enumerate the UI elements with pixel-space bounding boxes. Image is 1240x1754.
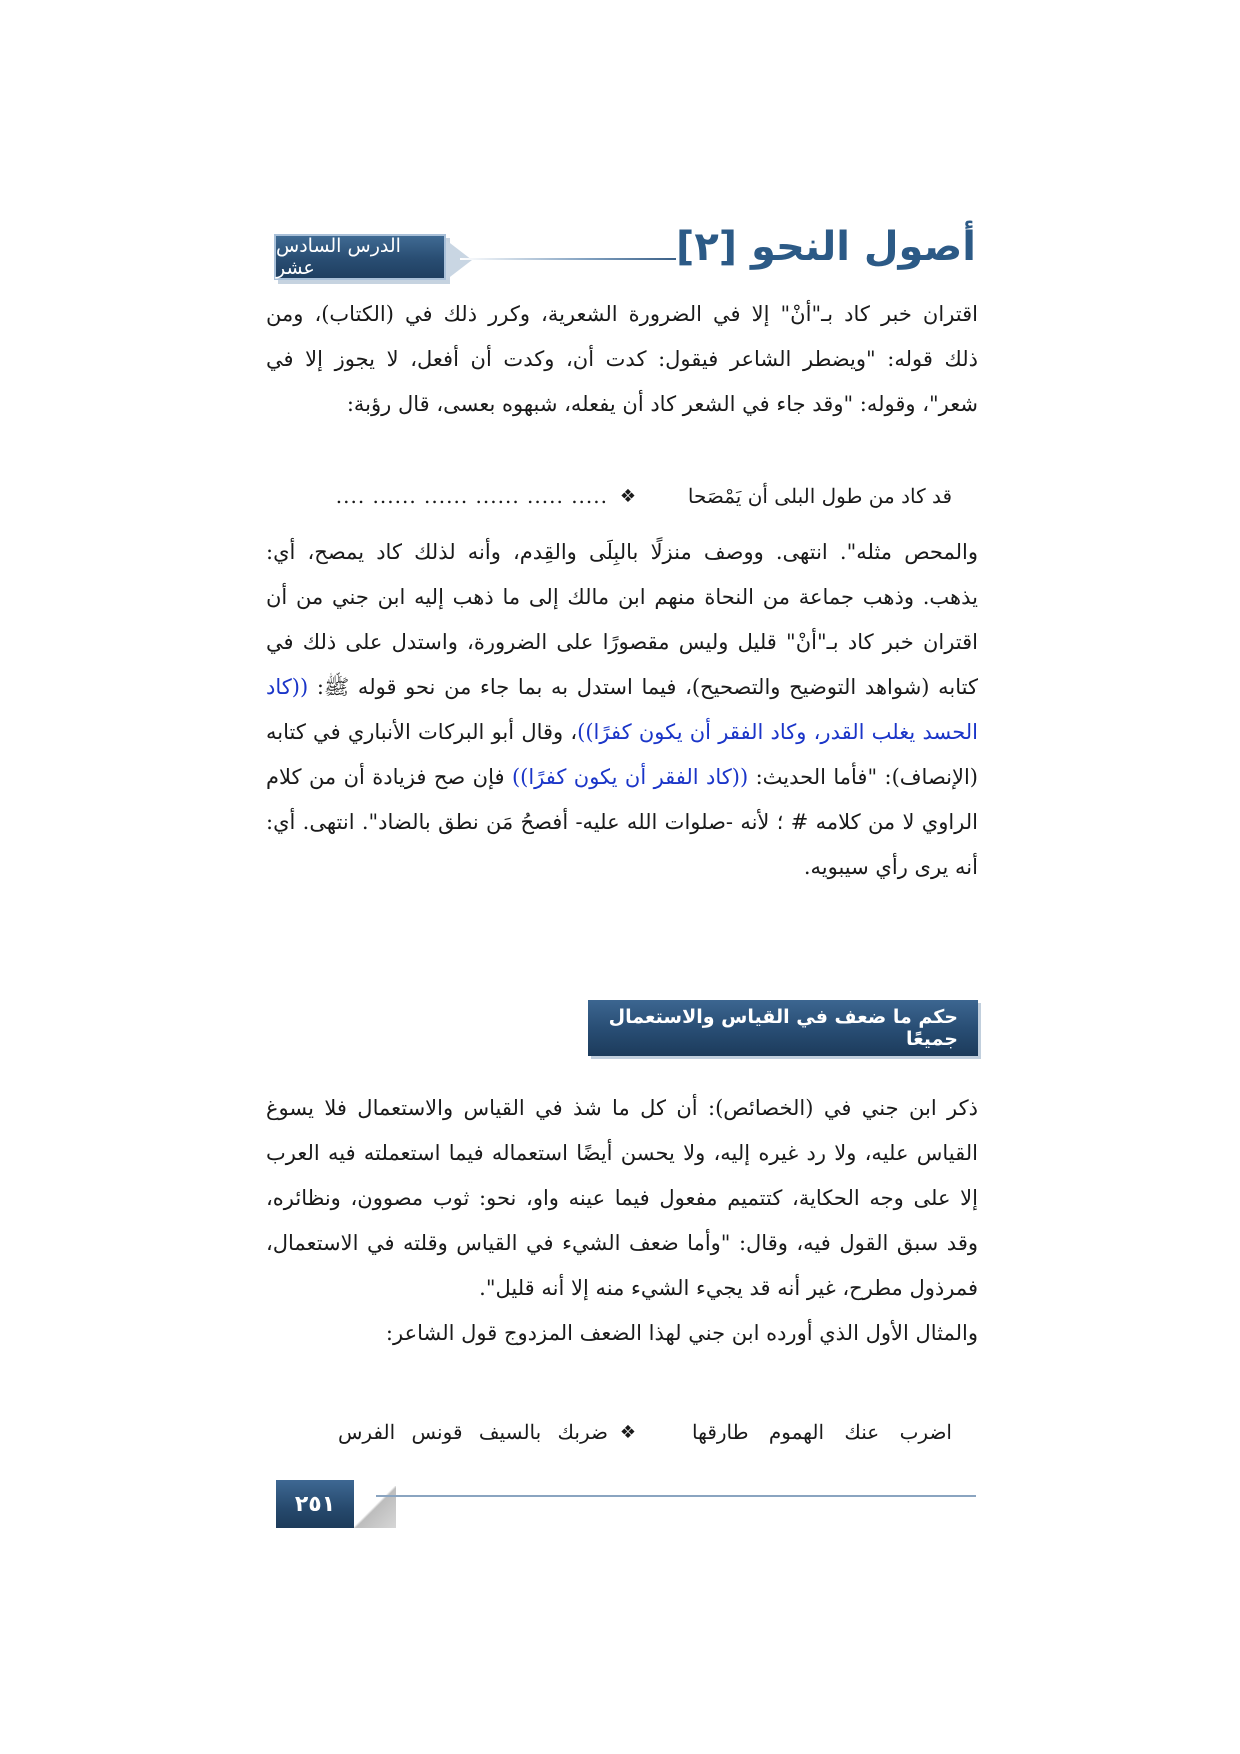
footer-divider-line	[376, 1495, 976, 1497]
page-header	[268, 224, 976, 284]
paragraph-2-text-a: والمحص مثله". انتهى. ووصف منزلًا بالبِلَى والقِدم، وأنه لذلك كاد يمصح، أي: يذهب. وذهب جماعة من النحاة منهم ابن مالك إلى ما ذهب إليه ابن جني من أن اقتران خبر كاد بـ"أنْ" قليل وليس مقصورًا على الضرورة، واستدل على ذلك في كتابه (شواهد التوضيح والتصحيح)، فيما استدل به بما جاء من نحو قوله ﷺ:	[266, 540, 978, 699]
paragraph-1-line-2: ذلك قوله: "ويضطر الشاعر فيقول: كدت أن، وكدت أن أفعل، لا يجوز إلا في	[266, 347, 978, 371]
verse-1-first-hemistich: قد كاد من طول البلى أن يَمْصَحا	[687, 484, 952, 508]
paragraph-3-body: ذكر ابن جني في (الخصائص): أن كل ما شذ في القياس والاستعمال فلا يسوغ القياس عليه، ولا رد غيره إليه، ولا يحسن أيضًا استعماله فيما استعملته فيه العرب إلا على وجه الحكاية، كتتميم مفعول فيما عينه واو، نحو: ثوب مصوون، ونظائره، وقد سبق القول فيه، وقال: "وأما ضعف الشيء في القياس وقلته في الاستعمال، فمرذول مطرح، غير أنه قد يجيء الشيء منه إلا أنه قليل".	[266, 1096, 978, 1300]
lesson-badge: الدرس السادس عشر	[274, 234, 446, 280]
footer-wedge-decoration	[354, 1486, 396, 1528]
paragraph-1-line-3: شعر"، وقوله: "وقد جاء في الشعر كاد أن يفعله، شبهوه بعسى، قال رؤبة:	[346, 392, 978, 416]
paragraph-2-text-c: فإن صح فزيادة أن من كلام الراوي لا من كلامه # ؛ لأنه -صلوات الله عليه- أفصحُ مَن نطق بالضاد". انتهى. أي: أنه يرى رأي سيبويه.	[266, 765, 978, 879]
paragraph-3-last-line: والمثال الأول الذي أورده ابن جني لهذا الضعف المزدوج قول الشاعر:	[385, 1321, 978, 1345]
hadith-quote-2: ((كاد الفقر أن يكون كفرًا))	[511, 765, 749, 789]
verse-2-separator-icon: ❖	[619, 1421, 637, 1443]
verse-2-second-hemistich: ضربك بالسيف قونس الفرس	[337, 1420, 608, 1444]
verse-1-separator-icon: ❖	[619, 485, 637, 507]
hadith-quote-1: ((كاد الحسد يغلب القدر، وكاد الفقر أن يكون كفرًا))	[266, 675, 978, 744]
verse-2-first-hemistich: اضرب عنك الهموم طارقها	[692, 1420, 952, 1444]
paragraph-1-line-1: اقتران خبر كاد بـ"أنْ" إلا في الضرورة الشعرية، وكرر ذلك في (الكتاب)، ومن	[266, 302, 978, 326]
paragraph-1	[266, 292, 978, 427]
paragraph-2	[266, 530, 978, 890]
paragraph-2-text-b: ، وقال أبو البركات الأنباري في كتابه (الإنصاف): "فأما الحديث:	[266, 720, 979, 789]
verse-2	[266, 1412, 978, 1452]
page-number: ٢٥١	[276, 1480, 354, 1528]
paragraph-2-body	[266, 530, 978, 890]
verse-1	[266, 476, 978, 516]
chapter-title: أصول النحو [٢]	[676, 224, 976, 270]
section-heading: حكم ما ضعف في القياس والاستعمال جميعًا	[588, 1000, 978, 1056]
header-wedge-decoration	[446, 240, 472, 280]
page-footer	[276, 1480, 976, 1528]
paragraph-3	[266, 1086, 978, 1356]
header-divider-line	[460, 258, 676, 260]
verse-1-second-hemistich: ..... ..... ...... ...... ...... ....	[335, 484, 608, 508]
